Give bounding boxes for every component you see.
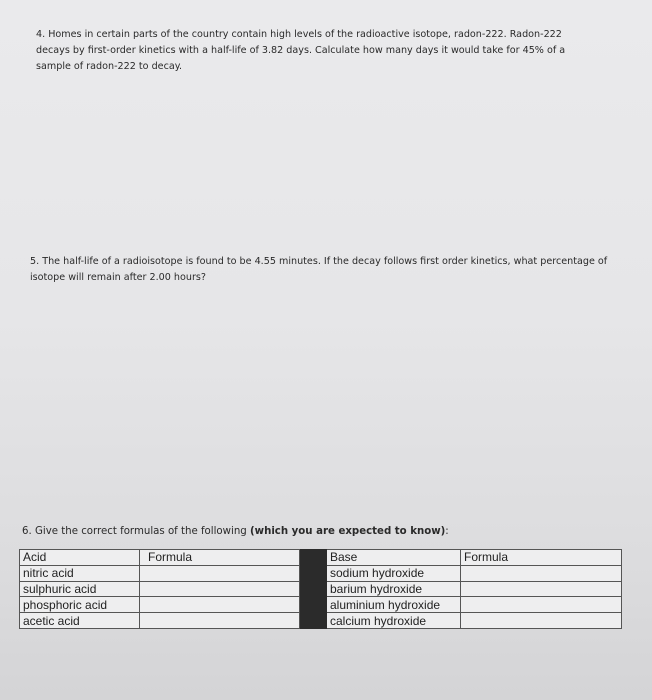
- base-formula-header: Formula: [461, 550, 622, 566]
- column-divider: [300, 550, 327, 566]
- acid-formula-cell[interactable]: [140, 565, 300, 581]
- table-header-row: [20, 550, 622, 566]
- question-5: [30, 254, 608, 286]
- base-name: aluminium hydroxide: [327, 597, 461, 613]
- base-header: Base: [327, 550, 461, 566]
- acid-formula-cell[interactable]: [140, 613, 300, 629]
- table-row: [20, 565, 622, 581]
- question-4-number: 4.: [36, 29, 46, 40]
- acid-formula-cell[interactable]: [140, 597, 300, 613]
- acid-header: Acid: [20, 550, 140, 566]
- acid-name: phosphoric acid: [20, 597, 140, 613]
- base-name: calcium hydroxide: [327, 613, 461, 629]
- table-row: [20, 581, 622, 597]
- question-5-number: 5.: [30, 256, 40, 267]
- column-divider: [300, 565, 327, 581]
- question-4-text: Homes in certain parts of the country contain high levels of the radioactive isotope, radon-222. Radon-222 decays by first-order kinetics with a half-life of 3.82 days. Calculate how many days it would take for 45% of a sample of radon-222 to decay.: [36, 29, 566, 72]
- question-6: [22, 524, 622, 540]
- column-divider: [300, 581, 327, 597]
- question-5-text: The half-life of a radioisotope is found to be 4.55 minutes. If the decay follows first order kinetics, what percentage of isotope will remain after 2.00 hours?: [30, 256, 608, 283]
- column-divider: [300, 597, 327, 613]
- column-divider: [300, 613, 327, 629]
- base-formula-cell[interactable]: [461, 613, 622, 629]
- acid-formula-cell[interactable]: [140, 581, 300, 597]
- question-4: [36, 27, 598, 75]
- base-formula-cell[interactable]: [461, 565, 622, 581]
- acid-formula-header: Formula: [140, 550, 300, 566]
- question-6-text: Give the correct formulas of the following: [34, 526, 250, 537]
- acid-name: sulphuric acid: [20, 581, 140, 597]
- acid-name: nitric acid: [20, 565, 140, 581]
- formula-table: [19, 549, 622, 629]
- base-name: sodium hydroxide: [327, 565, 461, 581]
- question-6-colon: :: [445, 526, 449, 537]
- question-6-emphasis: (which you are expected to know): [250, 526, 446, 537]
- acid-name: acetic acid: [20, 613, 140, 629]
- question-6-number: 6.: [22, 526, 32, 537]
- base-formula-cell[interactable]: [461, 581, 622, 597]
- table-row: [20, 597, 622, 613]
- base-name: barium hydroxide: [327, 581, 461, 597]
- base-formula-cell[interactable]: [461, 597, 622, 613]
- table-row: [20, 613, 622, 629]
